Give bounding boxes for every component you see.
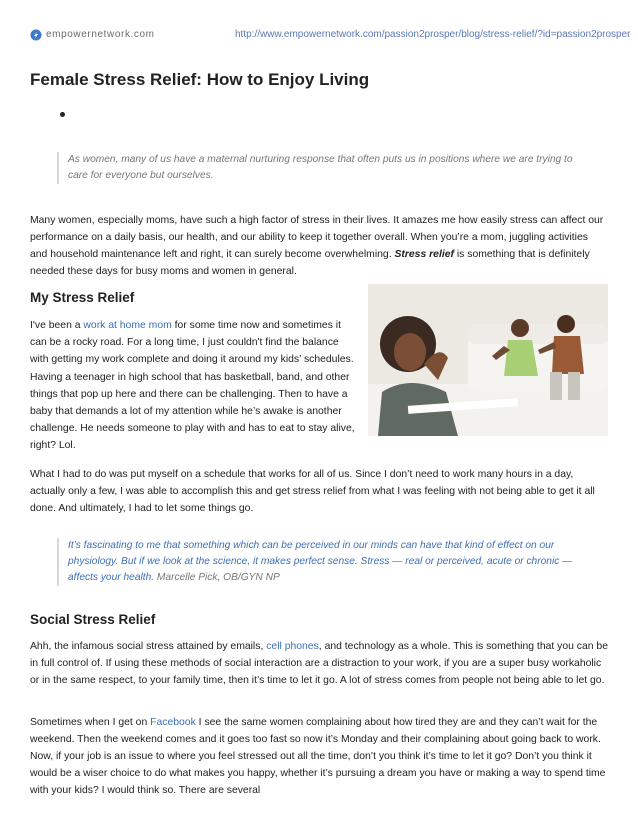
section1-p1-before: I've been a: [30, 320, 81, 331]
section2-p1-after: , and technology as a whole. This is something that you can be in full control of. If using these methods of social interaction are a distraction to your work, if you are a super busy workaholic or in the same respect, to your family time, then it’s time to let it go. A lot of stress comes from people not being able to let go.: [30, 641, 608, 686]
empower-network-logo-icon: [30, 29, 42, 41]
stress-relief-emphasis: Stress relief: [394, 249, 454, 260]
section2-paragraph1: [30, 638, 608, 689]
intro-paragraph: [30, 212, 608, 280]
intro-blockquote: As women, many of us have a maternal nurturing response that often puts us in positions where we are trying to care for everyone but ourselves.: [57, 152, 588, 184]
work-at-home-mom-link[interactable]: work at home mom: [83, 320, 172, 331]
section1-paragraph1: [30, 317, 355, 455]
empty-list-bullet: [60, 112, 65, 117]
section-heading-my-stress-relief: My Stress Relief: [30, 290, 135, 305]
site-name: empowernetwork.com: [46, 29, 155, 40]
section1-paragraph2: What I had to do was put myself on a schedule that works for all of us. Since I don’t need to work many hours in a day, actually only a few, I was able to accomplish this and get stress relief from what I was feeling with not being able to get it all done. And ultimately, I had to let some things go.: [30, 469, 595, 514]
section2-paragraph2: [30, 714, 608, 799]
science-blockquote: [57, 538, 588, 586]
section2-p1-before: Ahh, the infamous social stress attained by emails,: [30, 641, 264, 652]
cell-phones-link[interactable]: cell phones: [266, 641, 319, 652]
quote2-attribution: Marcelle Pick, OB/GYN NP: [156, 572, 280, 583]
page-url-link[interactable]: http://www.empowernetwork.com/passion2prosper/blog/stress-relief/?id=passion2prosper: [235, 29, 631, 40]
section-heading-social-stress-relief: Social Stress Relief: [30, 612, 156, 627]
facebook-link[interactable]: Facebook: [150, 717, 196, 728]
intro-tail-text: is something that is definitely needed these days for busy moms and women in general.: [30, 249, 590, 277]
section2-p2-after: I see the same women complaining about how tired they are and they can’t wait for the weekend. Then the weekend comes and it goes too fast so now it’s Monday and their complaining about going back to work. Now, if your job is an issue to where you feel stressed out all the time, don’t you think it’s time to let it go? Don’t you think it would be a wiser choice to do what makes you happy, whether it’s pursuing a dream you have or making a way to spend time with your kids? I would think so. There are several: [30, 717, 606, 796]
article-title: Female Stress Relief: How to Enjoy Living: [30, 70, 370, 89]
section2-p2-before: Sometimes when I get on: [30, 717, 148, 728]
intro-text: Many women, especially moms, have such a high factor of stress in their lives. It amazes me how easily stress can affect our performance on a daily basis, our health, and our ability to keep it together overall. When you’re a mom, juggling activities and household maintenance left and right, it can surely become overwhelming.: [30, 215, 604, 260]
quote2-text: It’s fascinating to me that something which can be perceived in our minds can have that kind of effect on our physiology. But if we look at the science, it makes perfect sense. Stress — real or perceived, acute or chronic — affects your health.: [68, 540, 573, 583]
section1-p1-after: for some time now and sometimes it can be a rocky road. For a long time, I just couldn't find the balance with getting my work complete and doing it around my kids’ schedules. Having a teenager in high school that has basketball, band, and other things that pop up here and there can be challenging. Then to have a baby that demands a lot of my attention while he’s awake is another challenge. He needs someone to play with and has to eat to stay alive, right? Lol.: [30, 320, 355, 452]
page-header: [30, 28, 631, 42]
stressed-mother-photo: [368, 284, 608, 436]
